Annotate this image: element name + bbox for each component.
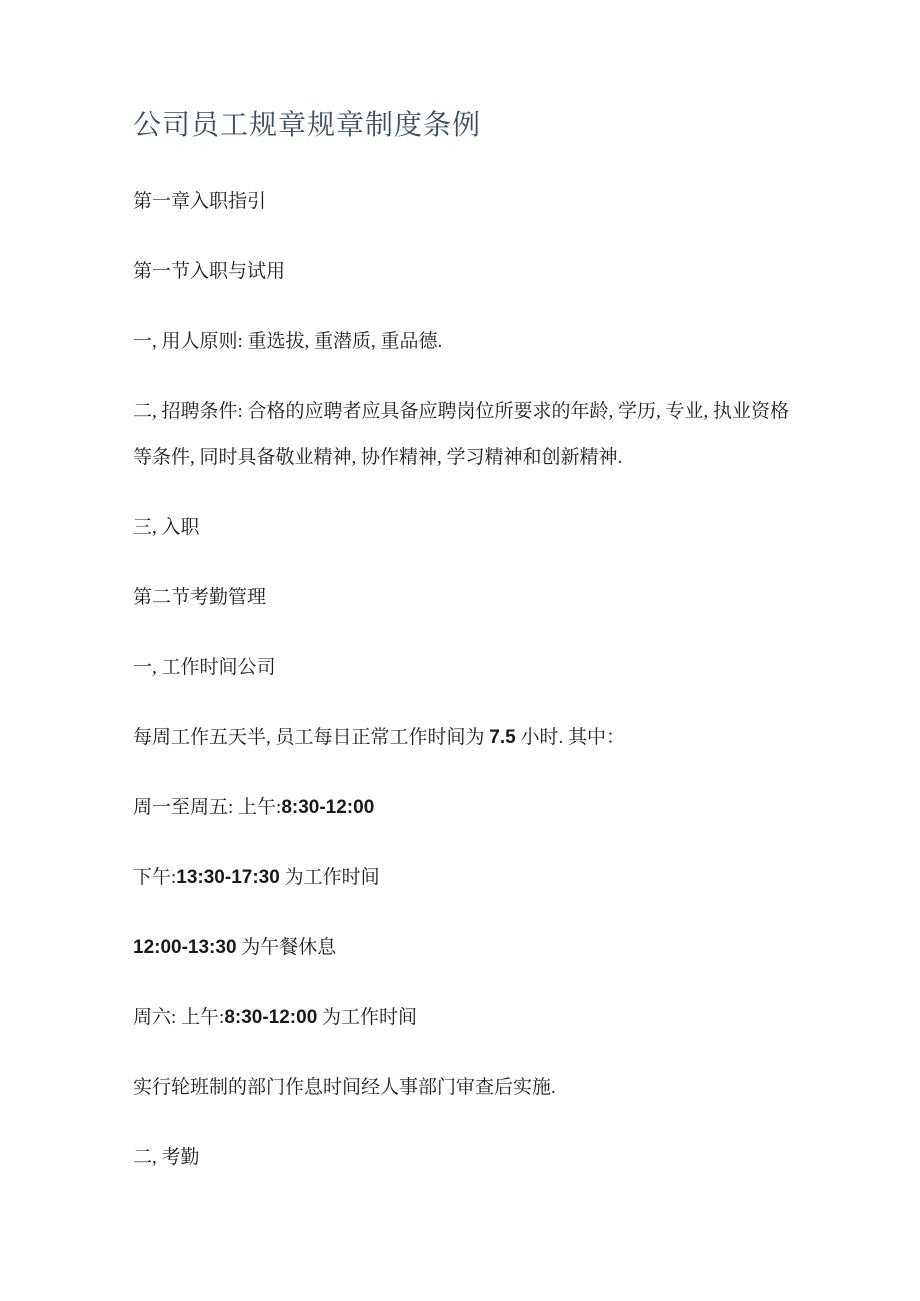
paragraph-line [133,319,880,365]
document-body [133,179,880,1181]
paragraph-line [133,715,880,761]
numeric-text: 12:00-13:30 [133,937,237,958]
text-run: 实行轮班制的部门作息时间经人事部门审查后实施. [133,1077,556,1098]
paragraph [133,319,880,365]
paragraph-line [133,505,880,551]
numeric-text: 8:30-12:00 [224,1007,318,1028]
paragraph [133,995,880,1041]
paragraph-line [133,575,880,621]
text-run: 二, 考勤 [133,1147,200,1168]
text-run: 第一章入职指引 [133,191,267,212]
paragraph-line [133,645,880,691]
paragraph [133,1135,880,1181]
paragraph-line [133,855,880,901]
text-run: 每周工作五天半, 员工每日正常工作时间为 [133,727,490,748]
paragraph [133,575,880,621]
text-run: 第一节入职与试用 [133,261,286,282]
paragraph [133,925,880,971]
paragraph [133,389,880,481]
paragraph [133,505,880,551]
paragraph [133,249,880,295]
numeric-text: 8:30-12:00 [281,797,375,818]
paragraph-line [133,389,880,435]
paragraph-line [133,785,880,831]
text-run: 下午: [133,867,177,888]
text-run: 一, 工作时间公司 [133,657,276,678]
text-run: 一, 用人原则: 重选拔, 重潜质, 重品德. [133,331,443,352]
text-run: 二, 招聘条件: 合格的应聘者应具备应聘岗位所要求的年龄, 学历, 专业, 执业资格 [133,401,790,422]
document-title: 公司员工规章规章制度条例 [133,110,482,141]
paragraph-line [133,1135,880,1181]
numeric-text: 7.5 [489,727,516,748]
paragraph [133,645,880,691]
paragraph-line [133,435,880,481]
paragraph-line [133,179,880,225]
paragraph [133,1065,880,1111]
paragraph [133,785,880,831]
paragraph-line [133,925,880,971]
paragraph-line [133,995,880,1041]
text-run: 周六: 上午: [133,1007,225,1028]
text-run: 为午餐休息 [236,937,337,958]
text-run: 等条件, 同时具备敬业精神, 协作精神, 学习精神和创新精神. [133,447,623,468]
text-run: 为工作时间 [317,1007,418,1028]
numeric-text: 13:30-17:30 [176,867,280,888]
paragraph-line [133,249,880,295]
paragraph [133,855,880,901]
paragraph-line [133,1065,880,1111]
text-run: 三, 入职 [133,517,200,538]
paragraph [133,715,880,761]
text-run: 小时. 其中： [515,727,625,748]
text-run: 为工作时间 [279,867,380,888]
paragraph [133,179,880,225]
text-run: 第二节考勤管理 [133,587,267,608]
text-run: 周一至周五: 上午: [133,797,282,818]
